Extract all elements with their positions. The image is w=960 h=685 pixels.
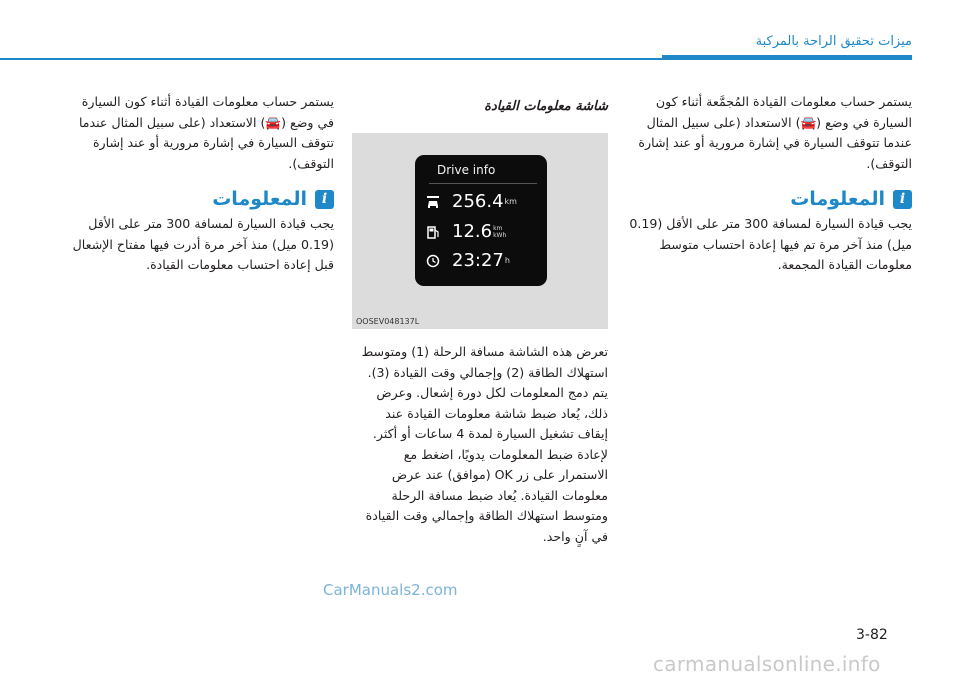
middle-title: شاشة معلومات القيادة xyxy=(484,99,608,114)
middle-column-body xyxy=(352,342,608,547)
right-info-paragraph: يجب قيادة السيارة لمسافة 300 متر على الأقل (0.19 ميل) منذ آخر مرة تم فيها إعادة احتساب متوسط معلومات القيادة المجمعة. xyxy=(629,216,912,272)
header-title: ميزات تحقيق الراحة بالمركبة xyxy=(755,34,912,49)
left-info-paragraph: يجب قيادة السيارة لمسافة 300 متر على الأقل (0.19 ميل) منذ آخر مرة أدرت فيها مفتاح الإشعال قبل إعادة احتساب معلومات القيادة. xyxy=(72,216,334,272)
drive-info-figure xyxy=(352,133,608,329)
figure-code: OOSEV048137L xyxy=(356,317,420,326)
avg-energy-row xyxy=(426,221,506,242)
cluster-divider xyxy=(429,183,537,184)
avg-energy-unit-bottom: kWh xyxy=(493,231,507,239)
right-column xyxy=(628,92,912,276)
instrument-cluster xyxy=(415,155,547,286)
right-heading-text: المعلومات xyxy=(790,188,885,210)
left-intro-paragraph: يستمر حساب معلومات القيادة أثناء كون السيارة في وضع (🚘) الاستعداد (على سبيل المثال عندما تتوقف السيارة في إشارة مرورية أو عند إشارة التوقف). xyxy=(78,94,334,171)
trip-distance-unit: km xyxy=(504,197,517,206)
middle-body-paragraph: تعرض هذه الشاشة مسافة الرحلة (1) ومتوسط استهلاك الطاقة (2) وإجمالي وقت القيادة (3). يتم دمج المعلومات لكل دورة إشعال. وعرض ذلك، يُعاد ضبط شاشة معلومات القيادة عند إيقاف تشغيل السيارة لمدة 4 ساعات أو أكثر. لإعادة ضبط المعلومات يدويًا، اضغط مع الاستمرار على زر OK (موافق) عند عرض معلومات القيادة. يُعاد ضبط مسافة الرحلة ومتوسط استهلاك الطاقة وإجمالي وقت القيادة في آنٍ واحد. xyxy=(361,344,608,544)
fuel-pump-icon xyxy=(426,225,440,239)
middle-column-title xyxy=(352,99,608,114)
info-icon: i xyxy=(893,190,912,209)
drive-time-row xyxy=(426,250,510,271)
left-column xyxy=(68,92,334,276)
trip-distance-row xyxy=(426,191,517,212)
page-number: 3-82 xyxy=(856,627,888,643)
right-info-heading xyxy=(628,188,912,210)
drive-time-unit: h xyxy=(504,256,510,265)
right-intro-paragraph: يستمر حساب معلومات القيادة المُجمَّعة أثناء كون السيارة في وضع (🚘) الاستعداد (على سبيل المثال عندما تتوقف السيارة في إشارة مرورية أو عند إشارة التوقف). xyxy=(638,94,912,171)
clock-icon xyxy=(426,254,440,268)
avg-energy-unit xyxy=(493,225,506,239)
footer-url-link[interactable]: carmanualsonline.info xyxy=(653,652,881,676)
avg-energy-value: 12.6 xyxy=(452,221,493,242)
avg-energy-unit-top: km xyxy=(493,224,503,232)
left-info-heading xyxy=(68,188,334,210)
trip-distance-value: 256.4 xyxy=(452,191,504,212)
header-rule-accent xyxy=(662,55,912,60)
car-distance-icon xyxy=(426,195,440,209)
info-icon: i xyxy=(315,190,334,209)
left-heading-text: المعلومات xyxy=(212,188,307,210)
watermark-link[interactable]: CarManuals2.com xyxy=(323,581,458,599)
cluster-title: Drive info xyxy=(437,163,496,177)
drive-time-value: 23:27 xyxy=(452,250,504,271)
